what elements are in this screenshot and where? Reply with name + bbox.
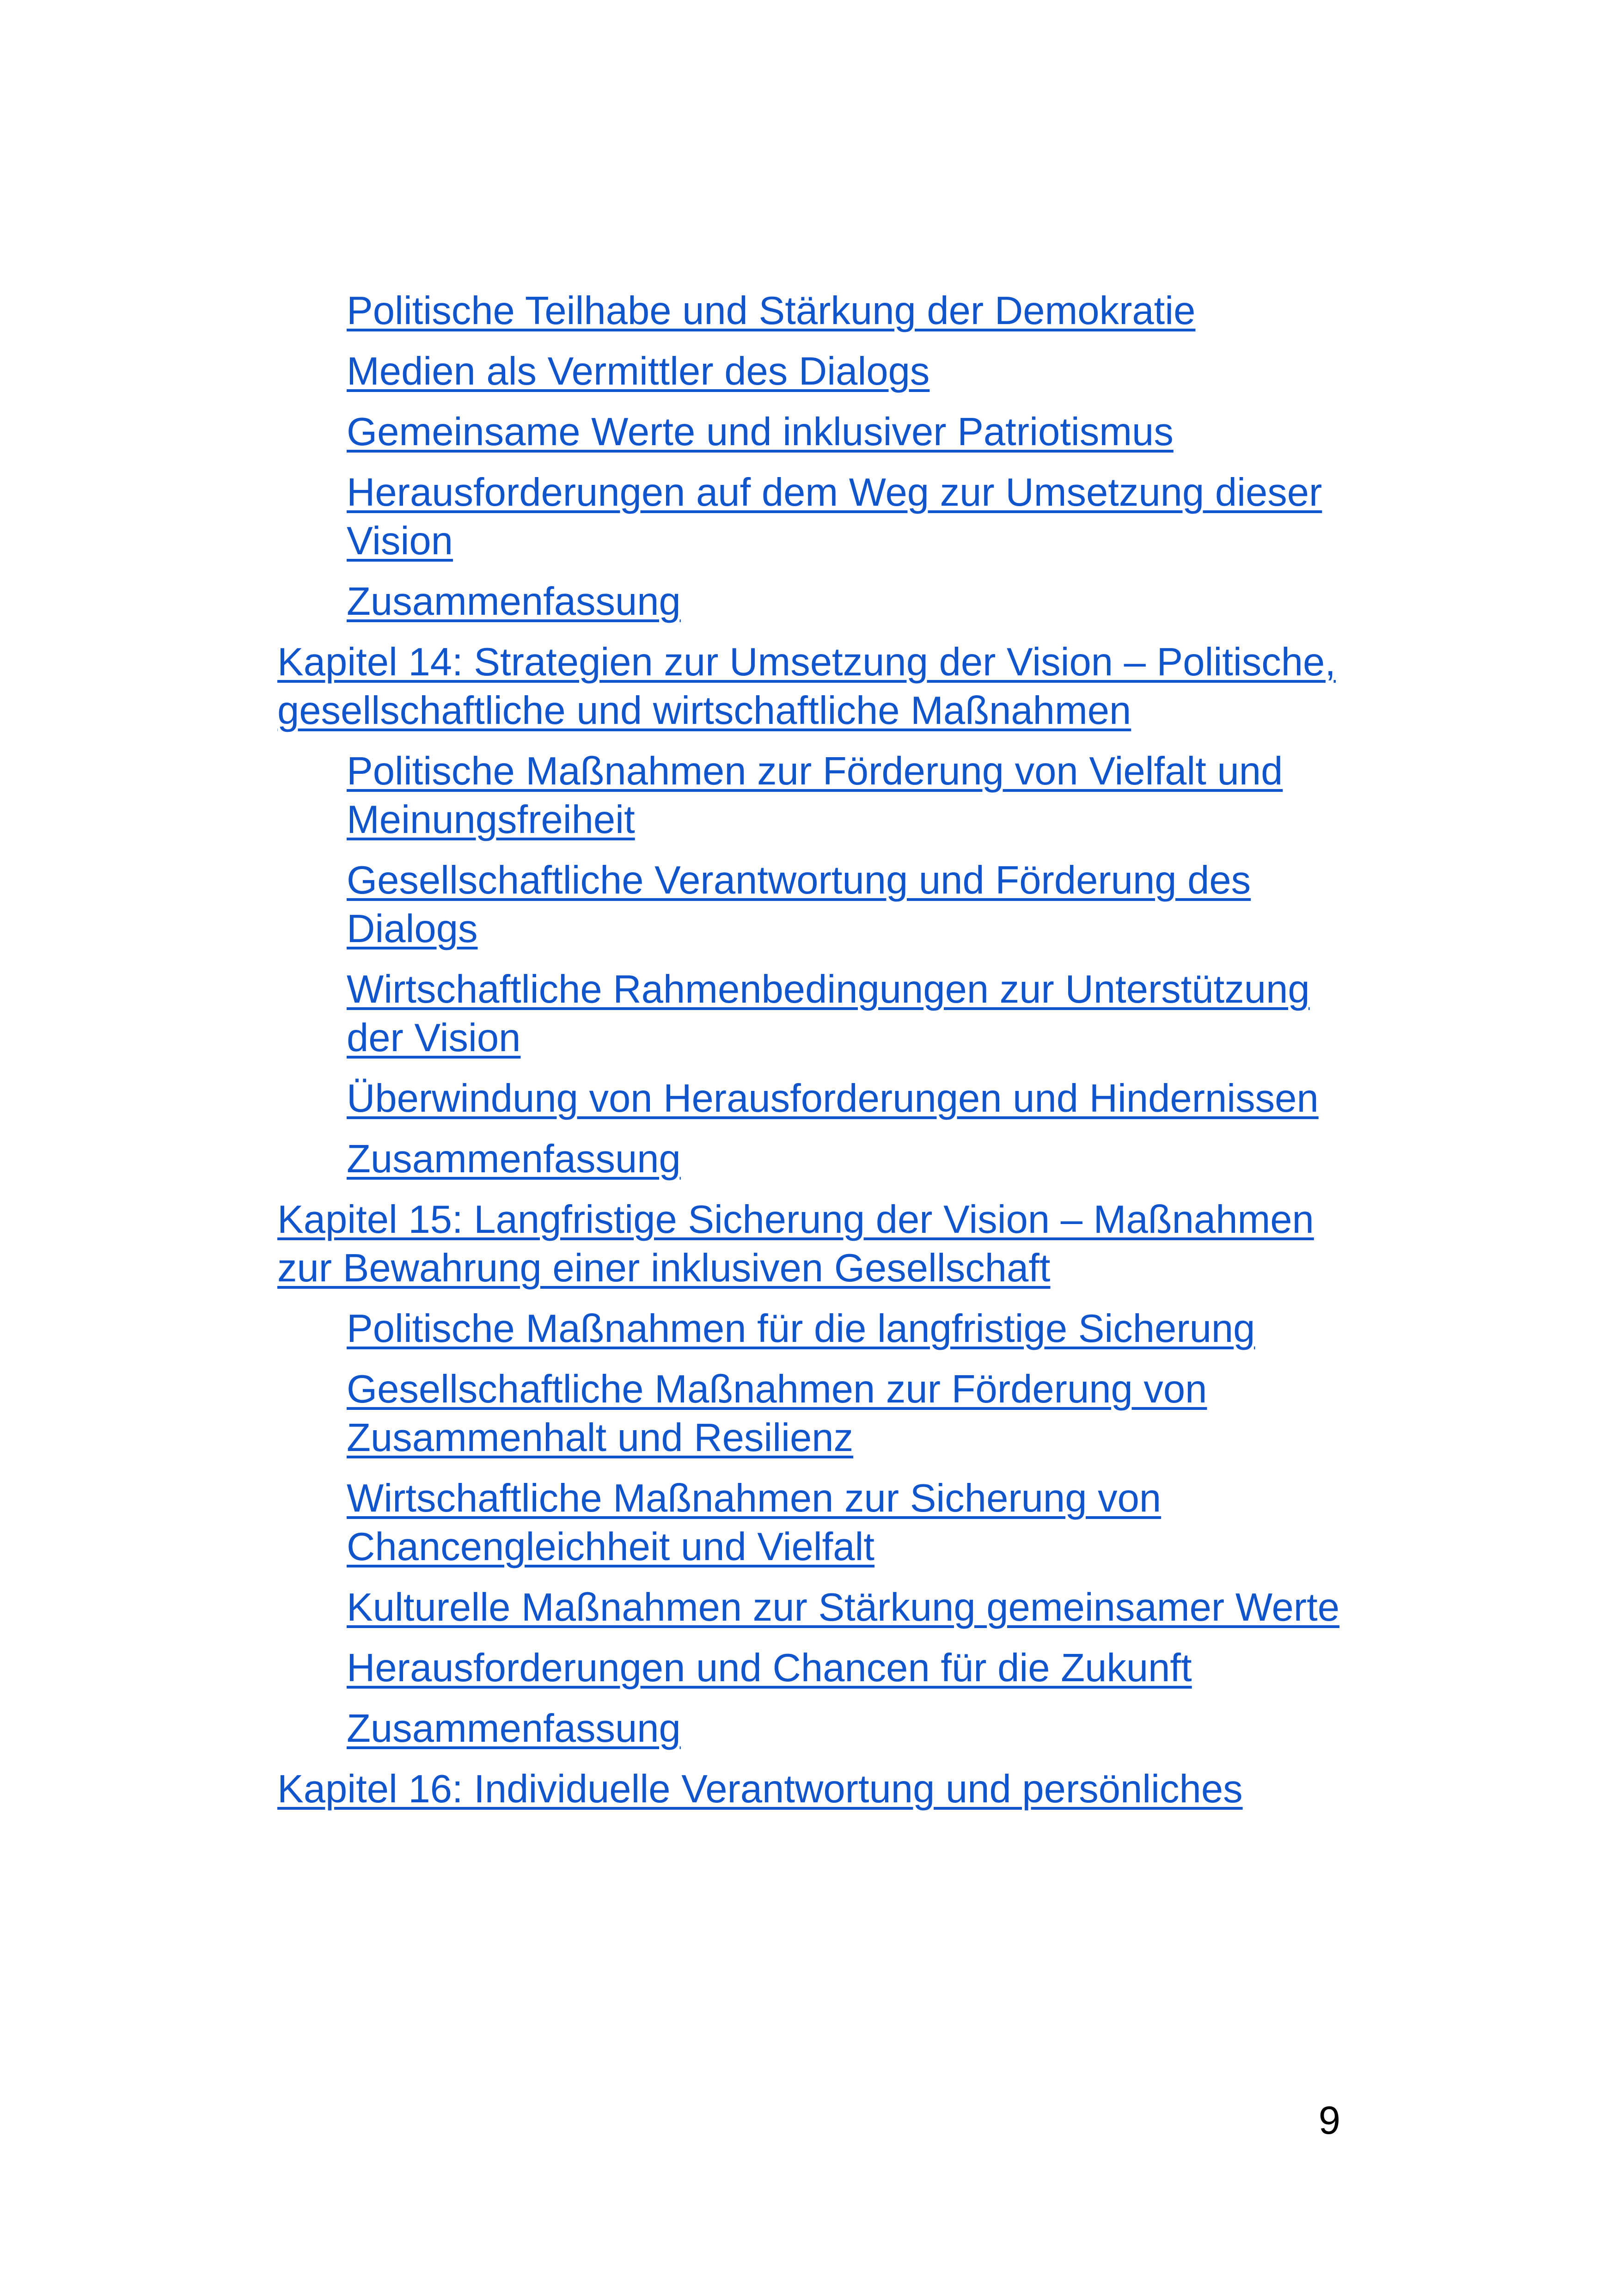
toc-link[interactable]: Herausforderungen und Chancen für die Zukunft bbox=[347, 1646, 1192, 1690]
toc-link[interactable]: Wirtschaftliche Rahmenbedingungen zur Unterstützung der Vision bbox=[347, 967, 1310, 1060]
toc-link[interactable]: Politische Maßnahmen für die langfristige Sicherung bbox=[347, 1307, 1255, 1351]
toc-link[interactable]: Gesellschaftliche Verantwortung und Förderung des Dialogs bbox=[347, 858, 1251, 951]
toc-chapter-link[interactable]: Kapitel 15: Langfristige Sicherung der Vision – Maßnahmen zur Bewahrung einer inklusiven Gesellschaft bbox=[277, 1198, 1314, 1290]
toc-link[interactable]: Politische Teilhabe und Stärkung der Demokratie bbox=[347, 289, 1196, 333]
toc-chapter-link[interactable]: Kapitel 14: Strategien zur Umsetzung der Vision – Politische, gesellschaftliche und wirtschaftliche Maßnahmen bbox=[277, 640, 1336, 733]
table-of-contents bbox=[277, 287, 1350, 1825]
toc-link[interactable]: Überwindung von Herausforderungen und Hindernissen bbox=[347, 1077, 1319, 1120]
toc-link[interactable]: Zusammenfassung bbox=[347, 580, 681, 624]
page-number: 9 bbox=[1318, 2099, 1340, 2143]
toc-link[interactable]: Gesellschaftliche Maßnahmen zur Förderung von Zusammenhalt und Resilienz bbox=[347, 1367, 1207, 1460]
toc-link[interactable]: Politische Maßnahmen zur Förderung von Vielfalt und Meinungsfreiheit bbox=[347, 749, 1283, 842]
toc-chapter-link[interactable]: Kapitel 16: Individuelle Verantwortung und persönliches bbox=[277, 1767, 1243, 1811]
toc-link[interactable]: Wirtschaftliche Maßnahmen zur Sicherung von Chancengleichheit und Vielfalt bbox=[347, 1476, 1162, 1569]
toc-link[interactable]: Kulturelle Maßnahmen zur Stärkung gemeinsamer Werte bbox=[347, 1586, 1339, 1629]
toc-link[interactable]: Gemeinsame Werte und inklusiver Patriotismus bbox=[347, 410, 1174, 454]
toc-link[interactable]: Herausforderungen auf dem Weg zur Umsetzung dieser Vision bbox=[347, 471, 1322, 563]
toc-link[interactable]: Medien als Vermittler des Dialogs bbox=[347, 349, 930, 393]
toc-link[interactable]: Zusammenfassung bbox=[347, 1707, 681, 1751]
toc-link[interactable]: Zusammenfassung bbox=[347, 1137, 681, 1181]
